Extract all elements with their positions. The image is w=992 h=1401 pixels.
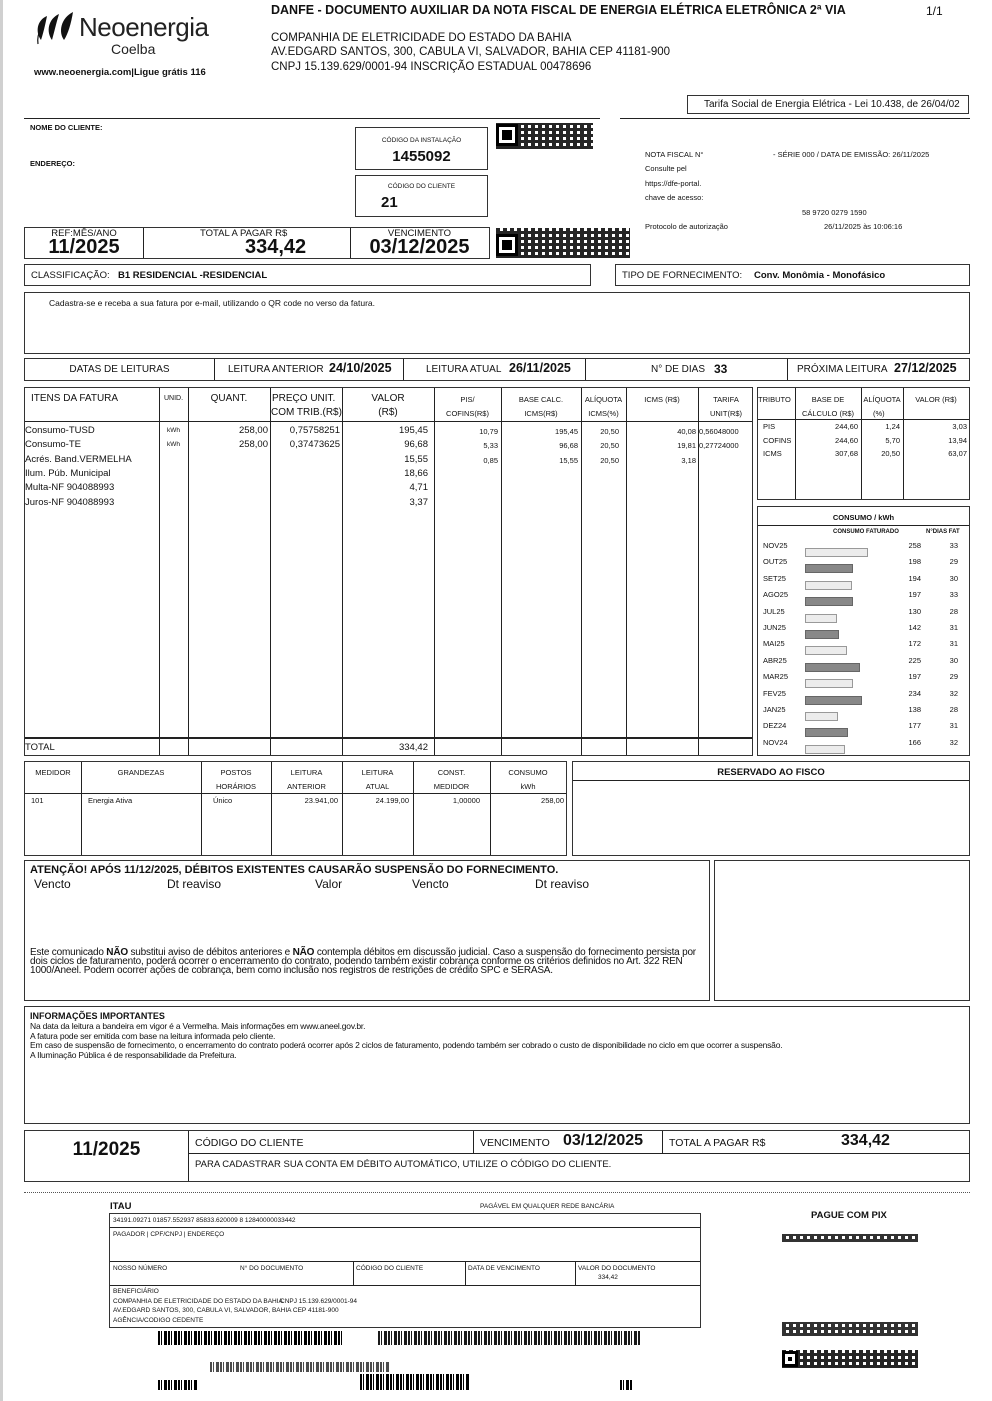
item-tarifa: 0,56048000 <box>699 427 739 436</box>
protocol-value: 26/11/2025 às 10:06:16 <box>824 222 903 231</box>
item-qty: 258,00 <box>238 425 268 436</box>
current-reading-label: LEITURA ATUAL <box>426 364 502 375</box>
summary-box <box>24 227 490 259</box>
chart-value-label: 225 <box>908 655 921 665</box>
attention-title: ATENÇÃO! APÓS 11/12/2025, DÉBITOS EXISTENTES CAUSARÃO SUSPENSÃO DO FORNECIMENTO. <box>30 864 559 876</box>
stub-due-label: VENCIMENTO <box>480 1137 550 1149</box>
meter-header-grandezas: GRANDEZAS <box>117 768 165 777</box>
tax-header-aliq-2: (%) <box>873 409 885 418</box>
stub-total-label: TOTAL A PAGAR R$ <box>669 1137 766 1149</box>
chart-days-value: 31 <box>949 721 958 731</box>
chart-value-label: 198 <box>908 557 921 567</box>
invoice-item-row <box>25 482 752 496</box>
important-info-lines <box>30 1022 782 1060</box>
item-desc: Multa-NF 904088993 <box>25 482 115 494</box>
chart-category-label: OUT25 <box>763 557 788 567</box>
client-code-label: CÓDIGO DO CLIENTE <box>387 183 456 190</box>
chart-days-value: 30 <box>949 573 958 583</box>
item-price: 0,37473625 <box>289 439 340 451</box>
ref-month-label: REF:MÊS/ANO <box>51 228 117 239</box>
readings-bar <box>24 358 970 381</box>
beneficiary-name: COMPANHIA DE ELETRICIDADE DO ESTADO DA BAHIA <box>113 1298 283 1305</box>
tax-value: 13,94 <box>948 435 967 445</box>
tax-name: PIS <box>763 422 776 431</box>
col-header-items: ITENS DA FATURA <box>31 393 119 404</box>
portal-link[interactable]: https://dfe-portal. <box>645 178 702 188</box>
boleto-client-code-label: CÓDIGO DO CLIENTE <box>356 1265 424 1272</box>
chart-category-label: JUN25 <box>763 623 786 632</box>
item-icms: 3,18 <box>681 455 696 465</box>
email-notice-box <box>24 292 970 354</box>
tax-table <box>757 387 970 500</box>
company-name: COMPANHIA DE ELETRICIDADE DO ESTADO DA BAHIA <box>271 32 572 44</box>
col-header-base: BASE CALC. <box>518 395 564 404</box>
reserved-fisco-box <box>572 761 970 856</box>
col-header-price-2: COM TRIB.(R$) <box>271 407 342 418</box>
installation-code-box <box>355 127 488 170</box>
total-row-value: 334,42 <box>398 742 428 753</box>
chart-category-label: JAN25 <box>763 705 786 714</box>
meter-id: 101 <box>31 796 44 805</box>
chart-value-label: 197 <box>908 672 921 682</box>
col-header-aliq: ALÍQUOTA <box>584 395 623 404</box>
chart-category-label: FEV25 <box>763 688 786 698</box>
leaf-logo-icon <box>33 10 81 50</box>
chart-days-value: 28 <box>949 705 958 714</box>
boleto-due-label: DATA DE VENCIMENTO <box>468 1265 540 1272</box>
item-desc: Acrés. Band.VERMELHA <box>25 453 132 465</box>
tax-base: 244,60 <box>835 422 858 431</box>
item-qty: 258,00 <box>238 439 268 451</box>
item-value: 15,55 <box>404 453 428 465</box>
classification-label: CLASSIFICAÇÃO: <box>31 270 110 281</box>
item-icms: 40,08 <box>677 427 696 436</box>
client-code-value: 21 <box>381 194 398 211</box>
col-header-pis: PIS/ <box>460 395 475 404</box>
chart-bar <box>805 679 853 688</box>
chart-value-label: 138 <box>908 705 921 714</box>
invoice-item-row <box>25 425 752 439</box>
chart-days-value: 30 <box>949 655 958 665</box>
chart-bar <box>805 646 847 655</box>
beneficiary-address: AV.EDGARD SANTOS, 300, CABULA VI, SALVADOR, BAHIA CEP 41181-900 <box>113 1307 339 1314</box>
col-header-value: VALOR <box>371 393 405 404</box>
invoice-item-row <box>25 439 752 453</box>
chart-value-label: 234 <box>908 688 921 698</box>
chart-value-label: 166 <box>908 737 921 747</box>
chart-bar <box>805 630 839 639</box>
nosso-numero-label: NOSSO NÚMERO <box>113 1265 168 1272</box>
chart-value-label: 258 <box>908 541 921 550</box>
item-desc: Consumo-TUSD <box>25 425 95 436</box>
chart-bar <box>805 614 837 623</box>
tariff-social-text: Tarifa Social de Energia Elétrica - Lei 10.438, de 26/04/02 <box>704 99 960 110</box>
cut-line <box>24 1192 970 1193</box>
col-valor: Valor <box>315 877 343 891</box>
important-info-box <box>24 1006 970 1124</box>
col-vencto-1: Vencto <box>34 877 71 891</box>
meter-header-const-2: MEDIDOR <box>433 782 470 791</box>
chart-category-label: DEZ24 <box>763 721 787 731</box>
payable-note: PAGÁVEL EM QUALQUER REDE BANCÁRIA <box>480 1203 615 1210</box>
total-row-label: TOTAL <box>25 742 55 753</box>
due-date-value: 03/12/2025 <box>369 236 470 258</box>
agency-label: AGÊNCIA/CODIGO CEDENTE <box>113 1317 204 1324</box>
invoice-items-table <box>24 387 753 756</box>
tax-name: ICMS <box>763 449 782 458</box>
meter-header-leitura-ant-2: ANTERIOR <box>287 782 326 791</box>
chart-bar <box>805 712 838 721</box>
nota-fiscal-label: NOTA FISCAL N° <box>645 150 704 159</box>
nota-fiscal-serie: - SÉRIE 000 / DATA DE EMISSÃO: 26/11/2025 <box>773 150 930 159</box>
client-name-label: NOME DO CLIENTE: <box>30 123 103 132</box>
item-price: 0,75758251 <box>289 425 340 436</box>
chart-days-value: 28 <box>949 606 958 616</box>
payer-label: PAGADOR | CPF/CNPJ | ENDEREÇO <box>113 1231 225 1238</box>
chart-title: CONSUMO / kWh <box>832 513 895 522</box>
tax-header-aliq: ALÍQUOTA <box>863 395 901 404</box>
doc-number-label: N° DO DOCUMENTO <box>240 1265 304 1272</box>
fiscal-top-rule <box>620 118 970 119</box>
client-address-label: ENDEREÇO: <box>30 159 76 168</box>
chart-bar <box>805 745 845 754</box>
site-link[interactable]: www.neoenergia.com|Ligue grátis 116 <box>34 67 206 78</box>
company-cnpj: CNPJ 15.139.629/0001-94 INSCRIÇÃO ESTADUAL 00478696 <box>271 61 592 73</box>
email-notice-text: Cadastra-se e receba a sua fatura por e-mail, utilizando o QR code no verso da fatura. <box>49 298 376 308</box>
chart-value-label: 142 <box>908 623 921 632</box>
col-header-tarifa-2: UNIT(R$) <box>709 409 743 418</box>
meter-header-postos: POSTOS <box>220 768 252 777</box>
supply-type-label: TIPO DE FORNECIMENTO: <box>622 270 743 281</box>
col-header-qty: QUANT. <box>210 393 248 404</box>
item-unit: kWh <box>167 427 180 434</box>
info-line: Na data da leitura a bandeira em vigor é a Vermelha. Mais informações em www.aneel.gov.br. <box>30 1021 366 1031</box>
stub-client-code-label: CÓDIGO DO CLIENTE <box>195 1137 304 1149</box>
item-value: 4,71 <box>409 482 428 494</box>
classification-value: B1 RESIDENCIAL -RESIDENCIAL <box>118 270 268 281</box>
tariff-social-box <box>687 95 969 114</box>
doc-value-label: VALOR DO DOCUMENTO <box>578 1265 656 1272</box>
col-reaviso-1: Dt reaviso <box>167 877 222 891</box>
chart-bar <box>805 597 853 606</box>
total-value: 334,42 <box>245 236 307 258</box>
col-header-pis-2: COFINS(R$) <box>446 409 489 418</box>
info-line: Em caso de suspensão de fornecimento, o encerramento do contrato poderá ocorrer após 2 ciclos de faturamento, podendo também ser cobrado o custo de disponibilidade no ciclo em que ocorrer a suspensão. <box>30 1040 783 1050</box>
tax-base: 307,68 <box>835 449 858 458</box>
item-tarifa: 0,27724000 <box>699 441 739 451</box>
protocol-label: Protocolo de autorização <box>645 222 728 231</box>
meter-header-consumo-2: kWh <box>520 782 536 791</box>
chart-value-label: 197 <box>908 590 921 600</box>
col-header-value-2: (R$) <box>378 407 398 418</box>
info-line: A fatura pode ser emitida com base na leitura informada pelo cliente. <box>30 1030 276 1041</box>
tax-header-base-2: CÁLCULO (R$) <box>801 409 855 418</box>
stub-ref: 11/2025 <box>72 1139 141 1160</box>
meter-const: 1,00000 <box>452 796 480 805</box>
item-aliq: 20,50 <box>600 427 619 436</box>
meter-curr: 24.199,00 <box>375 796 409 805</box>
col-header-aliq-2: ICMS(%) <box>588 409 619 418</box>
item-pis: 10,79 <box>479 427 498 436</box>
chart-days-value: 29 <box>949 672 958 682</box>
item-base: 96,68 <box>559 441 578 451</box>
chart-days-value: 31 <box>949 639 958 649</box>
invoice-item-row <box>25 468 752 482</box>
next-reading-label: PRÓXIMA LEITURA <box>797 364 888 375</box>
chart-category-label: NOV25 <box>763 541 788 550</box>
meter-header-leitura-ant: LEITURA <box>290 768 323 777</box>
item-pis: 5,33 <box>483 441 498 451</box>
meter-header-const: CONST. <box>437 768 466 777</box>
col-header-unit: UNID. <box>163 395 184 402</box>
tax-aliq: 1,24 <box>885 422 900 431</box>
installation-code-value: 1455092 <box>392 148 451 165</box>
meter-header-consumo: CONSUMO <box>508 768 548 777</box>
meter-prev: 23.941,00 <box>304 796 338 805</box>
chart-bar <box>805 548 868 557</box>
readings-dates-label: DATAS DE LEITURAS <box>69 364 170 375</box>
chart-category-label: NOV24 <box>763 737 788 747</box>
document-title: DANFE - DOCUMENTO AUXILIAR DA NOTA FISCAL DE ENERGIA ELÉTRICA ELETRÔNICA 2ª VIA <box>271 3 846 17</box>
supply-type-value: Conv. Monômia - Monofásico <box>754 270 886 281</box>
ref-month-value: 11/2025 <box>48 236 120 258</box>
attention-side-box <box>714 860 970 1001</box>
important-info-title: INFORMAÇÕES IMPORTANTES <box>30 1011 165 1021</box>
stub-due-value: 03/12/2025 <box>563 1132 644 1149</box>
installation-code-label: CÓDIGO DA INSTALAÇÃO <box>381 137 462 144</box>
item-aliq: 20,50 <box>600 441 619 451</box>
meter-consumption: 258,00 <box>541 796 564 805</box>
chart-days-label: N°DIAS FAT <box>926 529 960 535</box>
info-line: A Iluminação Pública é de responsabilidade da Prefeitura. <box>30 1049 237 1060</box>
item-icms: 19,81 <box>677 441 696 451</box>
company-address: AV.EDGARD SANTOS, 300, CABULA VI, SALVADOR, BAHIA CEP 41181-900 <box>271 46 671 58</box>
item-pis: 0,85 <box>483 455 498 465</box>
page-number: 1/1 <box>926 4 943 18</box>
chart-value-label: 172 <box>908 639 921 649</box>
current-reading-date: 26/11/2025 <box>509 361 571 375</box>
chart-value-label: 194 <box>908 573 921 583</box>
meter-quantity: Energia Ativa <box>88 796 133 805</box>
item-desc: Ilum. Púb. Municipal <box>25 467 111 479</box>
invoice-item-row <box>25 497 752 511</box>
days-label: N° DE DIAS <box>651 364 706 375</box>
tax-aliq: 5,70 <box>885 435 900 445</box>
chart-days-value: 33 <box>949 541 958 550</box>
payment-stub <box>24 1130 970 1182</box>
access-key-value: 58 9720 0279 1590 <box>802 207 867 217</box>
previous-reading-date: 24/10/2025 <box>329 361 392 375</box>
item-desc: Consumo-TE <box>25 439 81 451</box>
chart-category-label: SET25 <box>763 573 786 583</box>
chart-value-label: 130 <box>908 606 921 616</box>
meter-header-leitura-atual-2: ATUAL <box>365 782 390 791</box>
item-unit: kWh <box>167 441 180 449</box>
tax-base: 244,60 <box>835 435 858 445</box>
chart-bar <box>805 581 852 590</box>
chart-category-label: ABR25 <box>763 655 787 665</box>
chart-bar <box>805 696 862 705</box>
col-header-icms: ICMS (R$) <box>644 395 680 404</box>
chart-days-value: 31 <box>949 623 958 632</box>
chart-days-value: 29 <box>949 557 958 567</box>
col-header-tarifa: TARIFA <box>713 395 739 404</box>
chart-category-label: MAI25 <box>763 639 785 649</box>
tax-aliq: 20,50 <box>881 449 900 458</box>
col-header-price: PREÇO UNIT. <box>272 393 336 404</box>
attention-box <box>24 860 710 1001</box>
bank-name: ITAU <box>110 1201 132 1212</box>
brand-logo <box>33 8 213 58</box>
chart-category-label: MAR25 <box>763 672 789 682</box>
reserved-fisco-label: RESERVADO AO FISCO <box>717 767 825 778</box>
chart-days-value: 32 <box>949 737 958 747</box>
meter-table <box>24 761 567 856</box>
tax-value: 3,03 <box>952 422 967 431</box>
stub-total-value: 334,42 <box>841 1132 890 1149</box>
item-desc: Juros-NF 904088993 <box>25 496 115 508</box>
logo-name: Neoenergia <box>79 12 209 42</box>
pix-label: PAGUE COM PIX <box>811 1210 887 1221</box>
chart-category-label: JUL25 <box>763 606 785 616</box>
tax-header-value: VALOR (R$) <box>915 395 957 404</box>
chart-days-value: 33 <box>949 590 958 600</box>
col-header-base-2: ICMS(R$) <box>524 409 558 418</box>
boleto-box <box>109 1213 701 1328</box>
item-value: 96,68 <box>404 439 428 451</box>
tax-value: 63,07 <box>948 449 967 458</box>
page-left-edge <box>0 0 3 1401</box>
chart-bar <box>805 728 848 737</box>
chart-value-label: 177 <box>908 721 921 731</box>
digitable-line[interactable]: 34191.09271 01857.552937 85833.620009 8 12840000033442 <box>113 1217 296 1224</box>
chart-category-label: AGO25 <box>763 590 789 600</box>
consulte-text: Consulte pel <box>645 164 687 173</box>
total-label: TOTAL A PAGAR R$ <box>200 228 288 239</box>
consumption-chart <box>757 506 970 756</box>
fiscal-info <box>645 148 965 234</box>
meter-header-postos-2: HORÁRIOS <box>215 782 256 791</box>
doc-value: 334,42 <box>598 1274 618 1281</box>
days-value: 33 <box>714 362 728 376</box>
client-code-box <box>355 175 488 217</box>
item-base: 15,55 <box>559 455 578 465</box>
logo-sub: Coelba <box>111 41 156 57</box>
chart-xlabel: CONSUMO FATURADO <box>833 529 899 535</box>
client-top-rule <box>24 118 600 119</box>
due-date-label: VENCIMENTO <box>387 228 452 239</box>
meter-header-medidor: MEDIDOR <box>35 768 71 777</box>
classification-box <box>24 264 591 286</box>
attention-disclaimer: Este comunicado NÃO substitui aviso de débitos anteriores e NÃO contempla débitos em discussão judicial. Caso a suspensão do fornecimento persista por dois ciclos de faturamento, poderá ocorrer o encerramento do contrato, podendo também existir cobrança conforme os critérios definidos no Art. 322 REN 1000/Aneel. Podem ocorrer ações de cobrança, bem como inclusão nos registros de restrições de crédito SPC e SERASA. <box>30 947 696 976</box>
stub-debit-note: PARA CADASTRAR SUA CONTA EM DÉBITO AUTOMÁTICO, UTILIZE O CÓDIGO DO CLIENTE. <box>195 1159 612 1170</box>
chart-bar <box>805 564 853 573</box>
next-reading-date: 27/12/2025 <box>894 361 957 375</box>
previous-reading-label: LEITURA ANTERIOR <box>228 364 324 375</box>
access-key-label: chave de acesso: <box>645 193 704 202</box>
tax-header-base: BASE DE <box>811 395 845 404</box>
item-aliq: 20,50 <box>600 455 619 465</box>
item-value: 3,37 <box>409 496 428 508</box>
col-vencto-2: Vencto <box>412 877 449 891</box>
col-reaviso-2: Dt reaviso <box>535 877 590 891</box>
supply-type-box <box>615 264 970 286</box>
tax-header-tributo: TRIBUTO <box>758 395 791 404</box>
beneficiary-label: BENEFICIÁRIO <box>113 1288 159 1295</box>
meter-post: Único <box>213 796 233 805</box>
chart-days-value: 32 <box>949 688 958 698</box>
item-value: 18,66 <box>404 467 428 479</box>
item-base: 195,45 <box>555 427 578 436</box>
item-value: 195,45 <box>398 425 428 436</box>
meter-header-leitura-atual: LEITURA <box>361 768 394 777</box>
beneficiary-cnpj: CNPJ 15.139.629/0001-94 <box>280 1298 357 1305</box>
tax-name: COFINS <box>763 435 792 445</box>
invoice-item-row <box>25 454 752 468</box>
chart-bar <box>805 663 860 672</box>
